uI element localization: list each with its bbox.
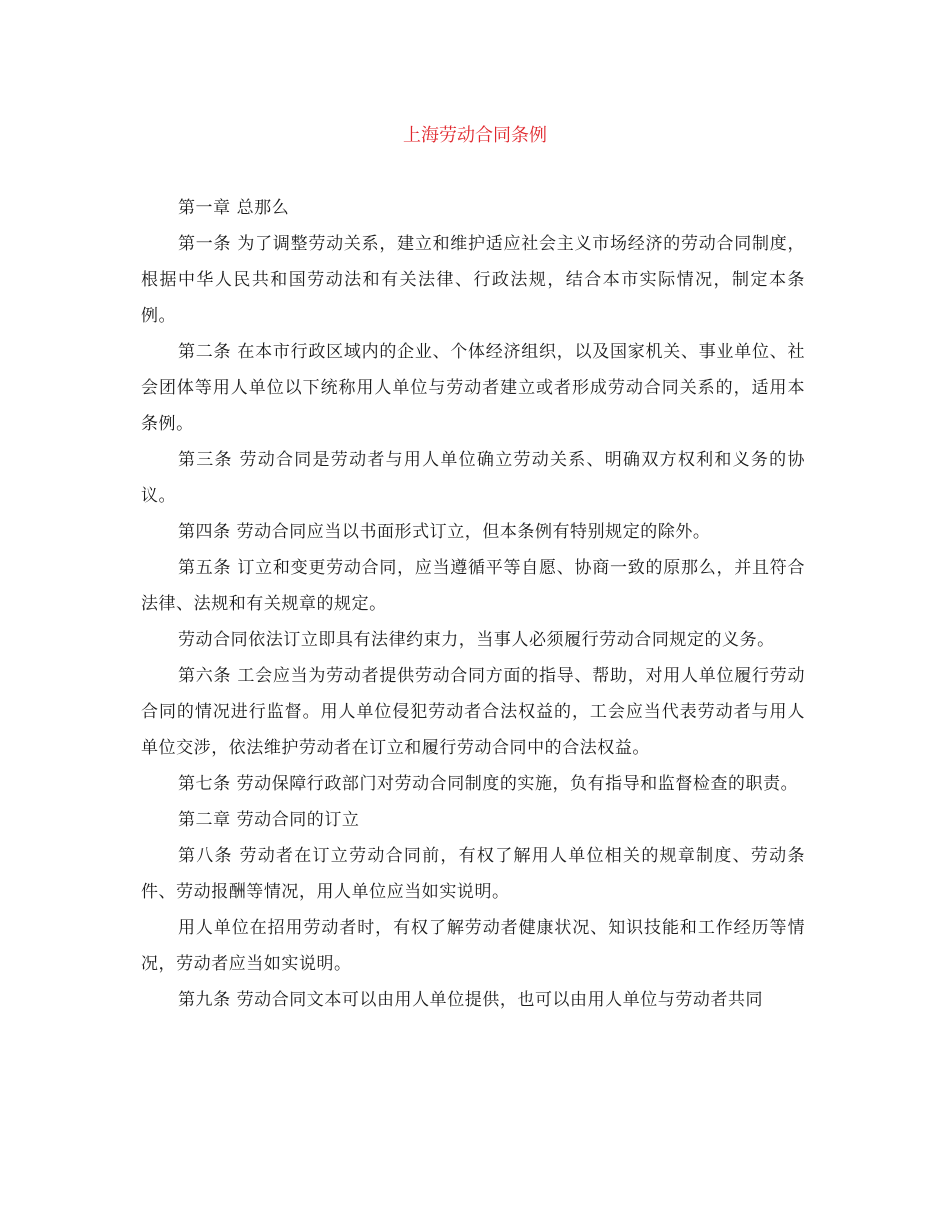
article-paragraph: 第二条 在本市行政区域内的企业、个体经济组织，以及国家机关、事业单位、社会团体等用人单位以下统称用人单位与劳动者建立或者形成劳动合同关系的，适用本条例。 <box>141 342 805 434</box>
article-paragraph: 第一条 为了调整劳动关系，建立和维护适应社会主义市场经济的劳动合同制度，根据中华人民共和国劳动法和有关法律、行政法规，结合本市实际情况，制定本条例。 <box>141 234 805 326</box>
article-paragraph: 第九条 劳动合同文本可以由用人单位提供，也可以由用人单位与劳动者共同 <box>178 990 764 1010</box>
article-paragraph: 第八条 劳动者在订立劳动合同前，有权了解用人单位相关的规章制度、劳动条件、劳动报酬等情况，用人单位应当如实说明。 <box>141 846 805 902</box>
article-paragraph: 劳动合同依法订立即具有法律约束力，当事人必须履行劳动合同规定的义务。 <box>178 630 775 650</box>
article-paragraph: 第五条 订立和变更劳动合同，应当遵循平等自愿、协商一致的原那么，并且符合法律、法规和有关规章的规定。 <box>141 558 805 614</box>
article-paragraph: 第三条 劳动合同是劳动者与用人单位确立劳动关系、明确双方权利和义务的协议。 <box>141 450 805 506</box>
article-paragraph: 用人单位在招用劳动者时，有权了解劳动者健康状况、知识技能和工作经历等情况，劳动者应当如实说明。 <box>141 918 805 974</box>
chapter-heading: 第二章 劳动合同的订立 <box>178 810 360 830</box>
document-body <box>141 190 805 1018</box>
article-paragraph: 第四条 劳动合同应当以书面形式订立，但本条例有特别规定的除外。 <box>178 522 711 542</box>
article-paragraph: 第六条 工会应当为劳动者提供劳动合同方面的指导、帮助，对用人单位履行劳动合同的情况进行监督。用人单位侵犯劳动者合法权益的，工会应当代表劳动者与用人单位交涉，依法维护劳动者在订立和履行劳动合同中的合法权益。 <box>141 666 805 758</box>
article-paragraph: 第七条 劳动保障行政部门对劳动合同制度的实施，负有指导和监督检查的职责。 <box>178 774 799 794</box>
document-title: 上海劳动合同条例 <box>403 125 547 146</box>
chapter-heading: 第一章 总那么 <box>178 198 290 218</box>
